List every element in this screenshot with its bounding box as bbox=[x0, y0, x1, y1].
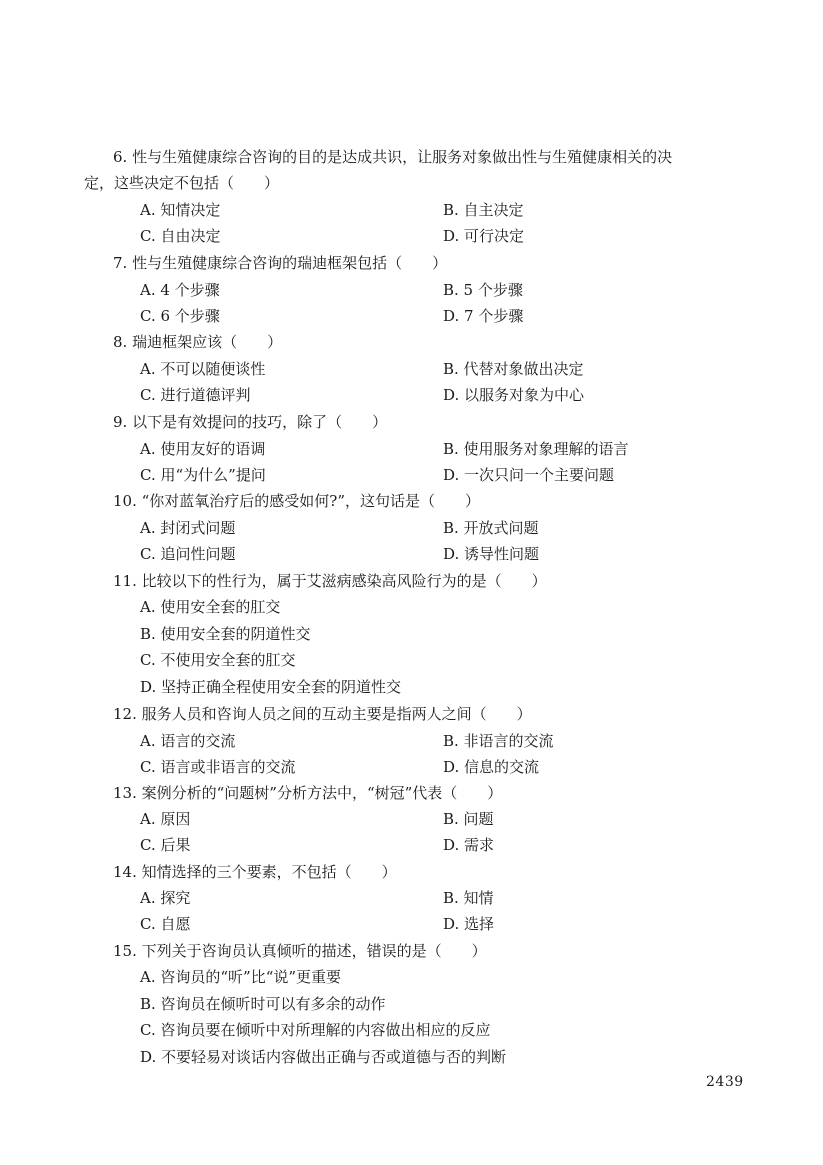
question-11-stem: 11. 比较以下的性行为，属于艾滋病感染高风险行为的是（ ） bbox=[113, 572, 547, 590]
question-9-stem: 9. 以下是有效提问的技巧，除了（ ） bbox=[113, 413, 388, 431]
question-11-option-a: A. 使用安全套的肛交 bbox=[140, 598, 281, 616]
question-8-option-b: B. 代替对象做出决定 bbox=[443, 360, 584, 378]
question-14-option-b: B. 知情 bbox=[443, 889, 494, 907]
question-11-option-b: B. 使用安全套的阴道性交 bbox=[140, 625, 311, 643]
question-12-option-d: D. 信息的交流 bbox=[443, 758, 540, 776]
question-14-option-c: C. 自愿 bbox=[140, 915, 191, 933]
question-6-option-b: B. 自主决定 bbox=[443, 201, 524, 219]
question-14-option-a: A. 探究 bbox=[140, 889, 191, 907]
question-7-option-d: D. 7 个步骤 bbox=[443, 307, 524, 325]
question-9-option-d: D. 一次只问一个主要问题 bbox=[443, 466, 615, 484]
question-12-option-a: A. 语言的交流 bbox=[140, 732, 236, 750]
question-15-option-d: D. 不要轻易对谈话内容做出正确与否或道德与否的判断 bbox=[140, 1048, 507, 1066]
question-12-option-b: B. 非语言的交流 bbox=[443, 732, 554, 750]
question-6-option-a: A. 知情决定 bbox=[140, 201, 221, 219]
question-14-option-d: D. 选择 bbox=[443, 915, 495, 933]
question-6-option-d: D. 可行决定 bbox=[443, 227, 525, 245]
question-10-option-b: B. 开放式问题 bbox=[443, 519, 539, 537]
question-12-stem: 12. 服务人员和咨询人员之间的互动主要是指两人之间（ ） bbox=[113, 705, 532, 723]
question-15-stem: 15. 下列关于咨询员认真倾听的描述，错误的是（ ） bbox=[113, 942, 487, 960]
question-8-stem: 8. 瑞迪框架应该（ ） bbox=[113, 333, 283, 351]
question-8-option-a: A. 不可以随便谈性 bbox=[140, 360, 266, 378]
question-8-option-c: C. 进行道德评判 bbox=[140, 386, 251, 404]
question-10-option-a: A. 封闭式问题 bbox=[140, 519, 236, 537]
question-6-option-c: C. 自由决定 bbox=[140, 227, 221, 245]
question-9-option-c: C. 用“为什么”提问 bbox=[140, 466, 266, 484]
question-9-option-b: B. 使用服务对象理解的语言 bbox=[443, 440, 629, 458]
question-10-stem: 10. “你对蓝氧治疗后的感受如何?”，这句话是（ ） bbox=[113, 492, 481, 510]
question-11-option-c: C. 不使用安全套的肛交 bbox=[140, 651, 296, 669]
question-10-option-d: D. 诱导性问题 bbox=[443, 545, 540, 563]
question-11-option-d: D. 坚持正确全程使用安全套的阴道性交 bbox=[140, 678, 402, 696]
question-7-option-c: C. 6 个步骤 bbox=[140, 307, 220, 325]
question-15-option-c: C. 咨询员要在倾听中对所理解的内容做出相应的反应 bbox=[140, 1021, 491, 1039]
question-13-option-d: D. 需求 bbox=[443, 836, 495, 854]
question-7-option-a: A. 4 个步骤 bbox=[140, 281, 220, 299]
question-7-stem: 7. 性与生殖健康综合咨询的瑞迪框架包括（ ） bbox=[113, 254, 448, 272]
question-10-option-c: C. 追问性问题 bbox=[140, 545, 236, 563]
question-14-stem: 14. 知情选择的三个要素，不包括（ ） bbox=[113, 863, 397, 881]
question-13-option-a: A. 原因 bbox=[140, 810, 191, 828]
question-8-option-d: D. 以服务对象为中心 bbox=[443, 386, 585, 404]
question-6-stem-line-1: 6. 性与生殖健康综合咨询的目的是达成共识，让服务对象做出性与生殖健康相关的决 bbox=[113, 148, 673, 166]
question-15-option-a: A. 咨询员的“听”比“说”更重要 bbox=[140, 968, 342, 986]
question-13-stem: 13. 案例分析的“问题树”分析方法中，“树冠”代表（ ） bbox=[113, 784, 503, 802]
question-6-stem-line-2: 定，这些决定不包括（ ） bbox=[84, 174, 280, 192]
page-number: 2439 bbox=[706, 1074, 744, 1090]
question-13-option-b: B. 问题 bbox=[443, 810, 494, 828]
question-7-option-b: B. 5 个步骤 bbox=[443, 281, 523, 299]
question-15-option-b: B. 咨询员在倾听时可以有多余的动作 bbox=[140, 995, 386, 1013]
question-9-option-a: A. 使用友好的语调 bbox=[140, 440, 266, 458]
question-13-option-c: C. 后果 bbox=[140, 836, 191, 854]
question-12-option-c: C. 语言或非语言的交流 bbox=[140, 758, 296, 776]
